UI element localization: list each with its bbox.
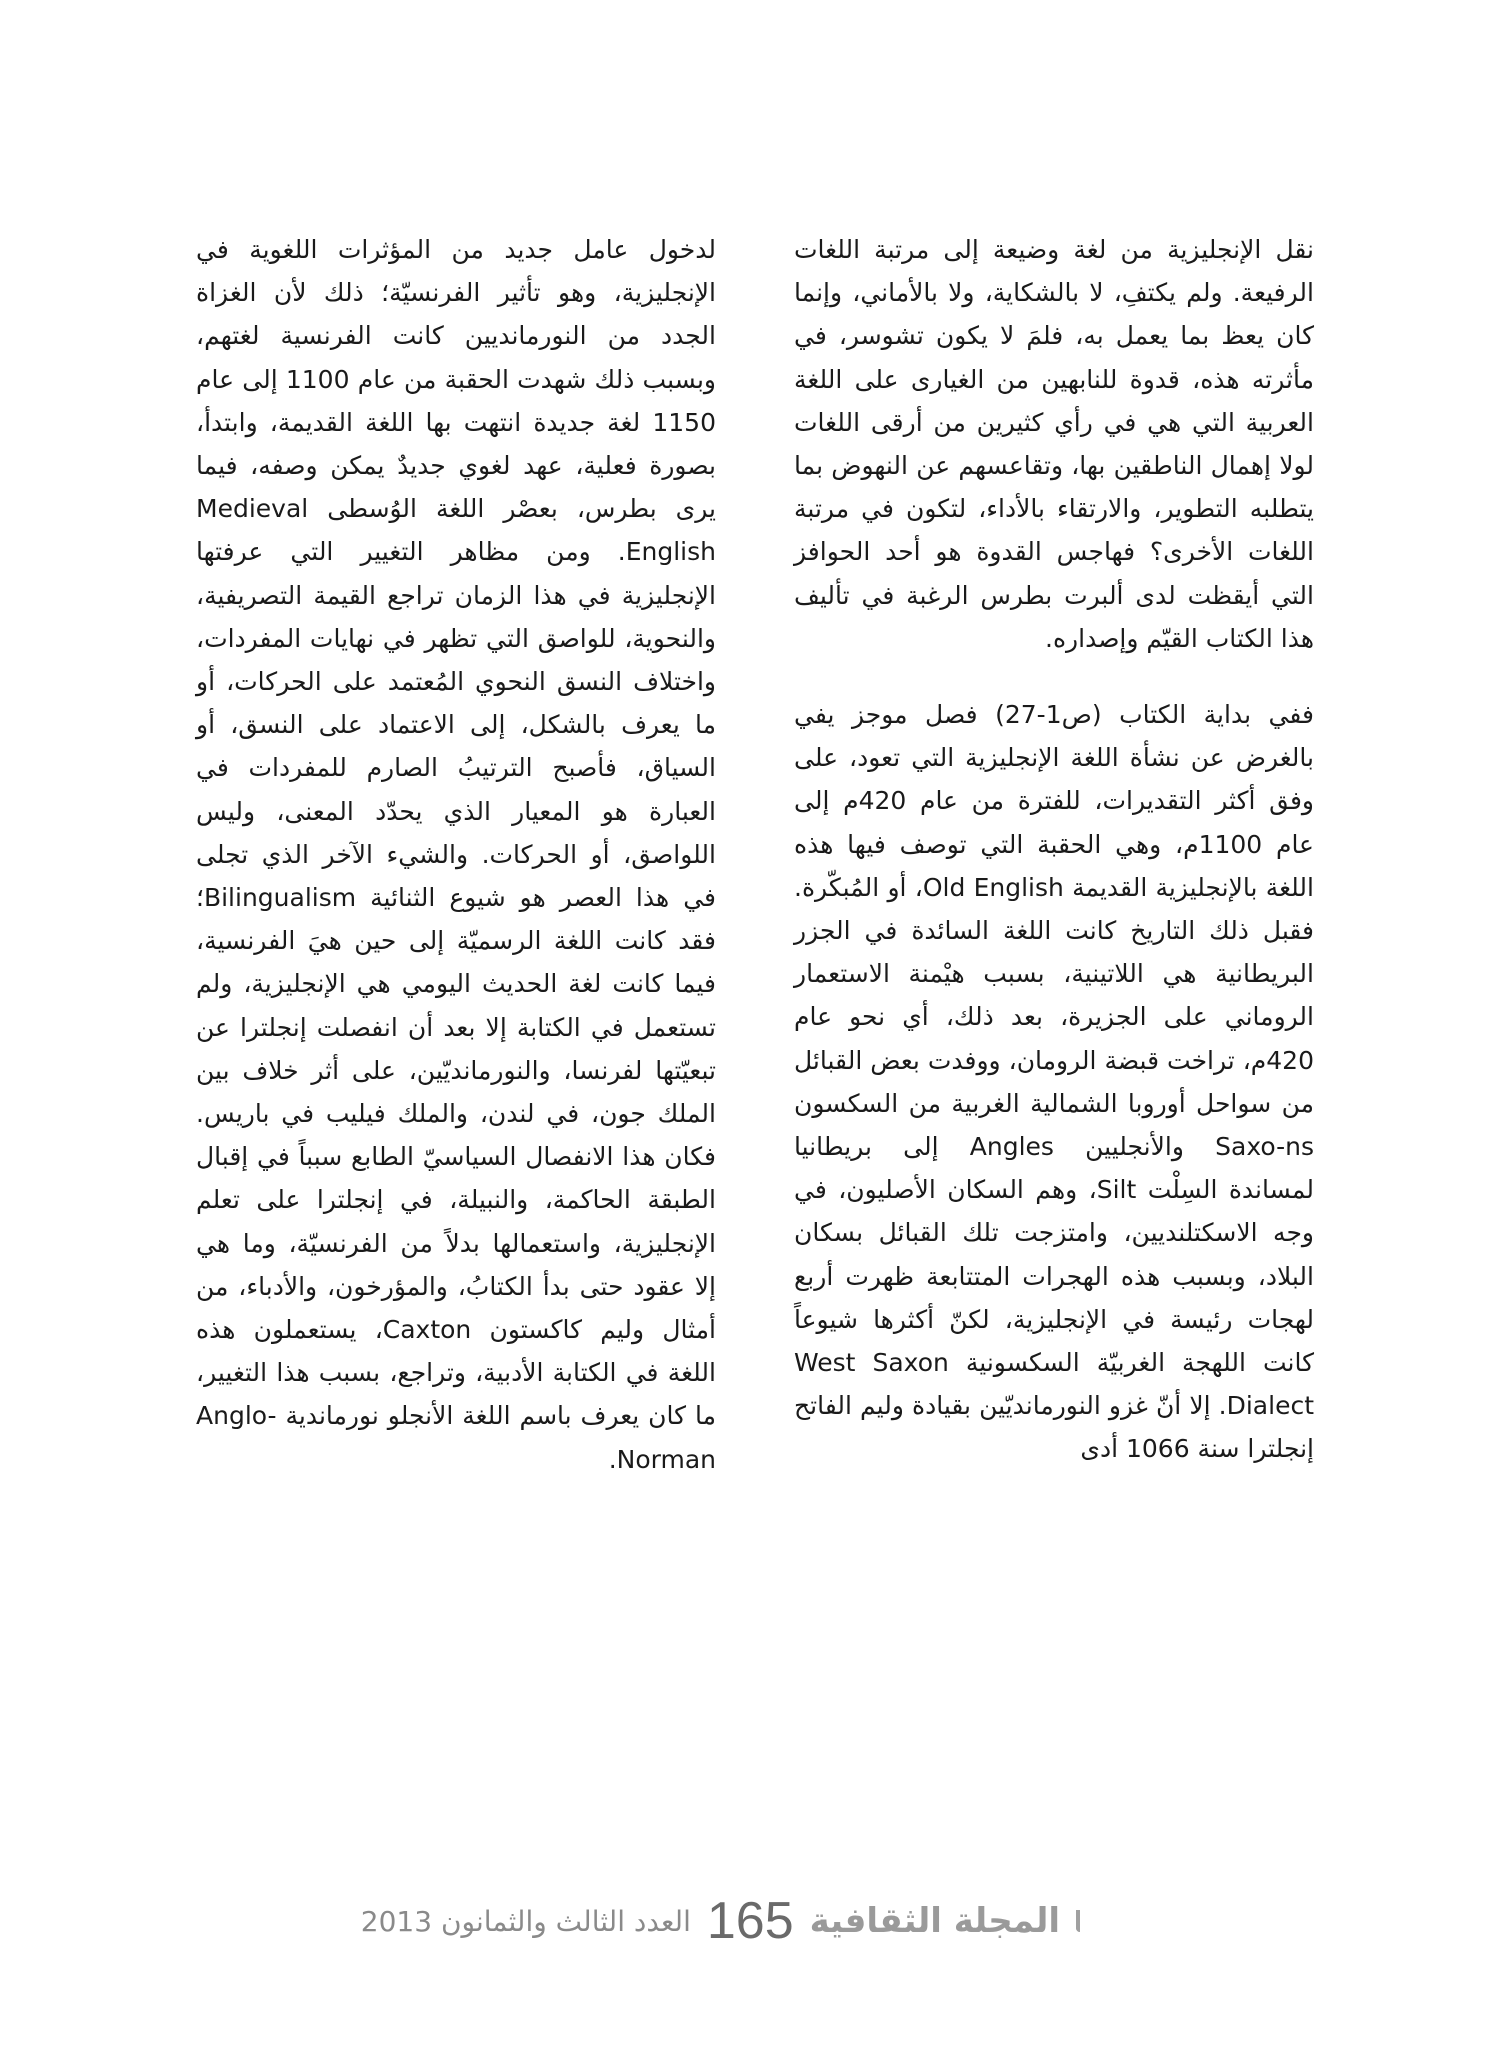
right-column-paragraph-1: نقل الإنجليزية من لغة وضيعة إلى مرتبة اللغات الرفيعة. ولم يكتفِ، لا بالشكاية، ولا بالأماني، وإنما كان يعظ بما يعمل به، فلمَ لا يكون تشوسر، في مأثرته هذه، قدوة للنابهين من الغيارى على اللغة العربية التي هي في رأي كثيرين من أرقى اللغات لولا إهمال الناطقين بها، وتقاعسهم عن النهوض بما يتطلبه التطوير، والارتقاء بالأداء، لتكون في مرتبة اللغات الأخرى؟ فهاجس القدوة هو أحد الحوافز التي أيقظت لدى ألبرت بطرس الرغبة في تأليف هذا الكتاب القيّم وإصداره.	[794, 235, 1314, 653]
left-column-paragraph-1: لدخول عامل جديد من المؤثرات اللغوية في الإنجليزية، وهو تأثير الفرنسيّة؛ ذلك لأن الغزاة الجدد من النورمانديين كانت الفرنسية لغتهم، وبسبب ذلك شهدت الحقبة من عام 1100 إلى عام 1150 لغة جديدة انتهت بها اللغة القديمة، وابتدأ، بصورة فعلية، عهد لغوي جديدٌ يمكن وصفه، فيما يرى بطرس، بعصْر اللغة الوُسطى Medieval English. ومن مظاهر التغيير التي عرفتها الإنجليزية في هذا الزمان تراجع القيمة التصريفية، والنحوية، للواصق التي تظهر في نهايات المفردات، واختلاف النسق النحوي المُعتمد على الحركات، أو ما يعرف بالشكل، إلى الاعتماد على النسق، أو السياق، فأصبح الترتيبُ الصارم للمفردات في العبارة هو المعيار الذي يحدّد المعنى، وليس اللواصق، أو الحركات. والشيء الآخر الذي تجلى في هذا العصر هو شيوع الثنائية Bilingualism؛ فقد كانت اللغة الرسميّة إلى حين هيَ الفرنسية، فيما كانت لغة الحديث اليومي هي الإنجليزية، ولم تستعمل في الكتابة إلا بعد أن انفصلت إنجلترا عن تبعيّتها لفرنسا، والنورمانديّين، على أثر خلاف بين الملك جون، في لندن، والملك فيليب في باريس. فكان هذا الانفصال السياسيّ الطابع سبباً في إقبال الطبقة الحاكمة، والنبيلة، في إنجلترا على تعلم الإنجليزية، واستعمالها بدلاً من الفرنسيّة، وما هي إلا عقود حتى بدأ الكتابُ، والمؤرخون، والأدباء، من أمثال وليم كاكستون Caxton، يستعملون هذه اللغة في الكتابة الأدبية، وتراجع، بسبب هذا التغيير، ما كان يعرف باسم اللغة الأنجلو نورماندية Anglo- Norman.	[196, 235, 716, 1474]
right-column-paragraph-2: ففي بداية الكتاب (ص1-27) فصل موجز يفي بالغرض عن نشأة اللغة الإنجليزية التي تعود، على وفق أكثر التقديرات، للفترة من عام 420م إلى عام 1100م، وهي الحقبة التي توصف فيها هذه اللغة بالإنجليزية القديمة Old English، أو المُبكّرة. فقبل ذلك التاريخ كانت اللغة السائدة في الجزر البريطانية هي اللاتينية، بسبب هيْمنة الاستعمار الروماني على الجزيرة، بعد ذلك، أي نحو عام 420م، تراخت قبضة الرومان، ووفدت بعض القبائل من سواحل أوروبا الشمالية الغربية من السكسون Saxo-ns والأنجليين Angles إلى بريطانيا لمساندة السِلْت Silt، وهم السكان الأصليون، في وجه الاسكتلنديين، وامتزجت تلك القبائل بسكان البلاد، وبسبب هذه الهجرات المتتابعة ظهرت أربع لهجات رئيسة في الإنجليزية، لكنّ أكثرها شيوعاً كانت اللهجة الغربيّة السكسونية West Saxon Dialect. إلا أنّ غزو النورمانديّين بقيادة وليم الفاتح إنجلترا سنة 1066 أدى	[794, 700, 1315, 1464]
left-text-column	[196, 228, 716, 1481]
right-text-column	[794, 228, 1314, 1471]
issue-label: العدد الثالث والثمانون 2013	[360, 1904, 691, 1938]
magazine-name: المجلة الثقافية	[809, 1901, 1060, 1941]
footer-decoration-icon	[1076, 1910, 1080, 1932]
page-number: 165	[706, 1892, 794, 1950]
page-footer	[360, 1886, 1080, 1956]
